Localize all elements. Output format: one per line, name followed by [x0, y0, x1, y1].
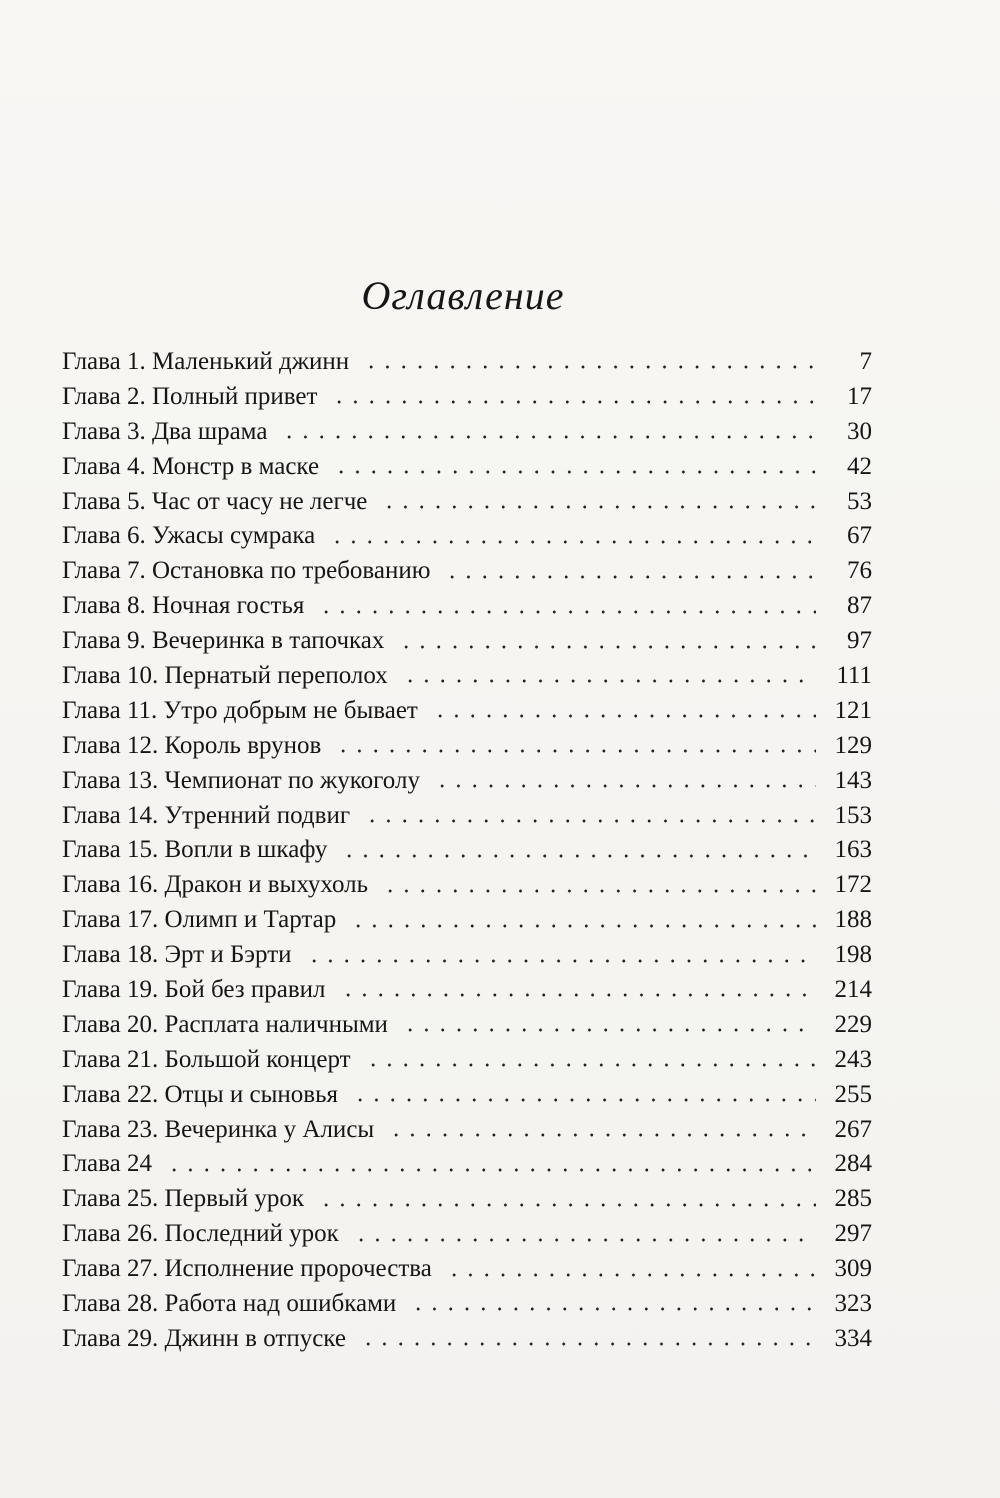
- table-of-contents: [62, 345, 872, 1357]
- toc-entry-page-number: 17: [847, 382, 872, 410]
- toc-entry-label: Глава 20. Расплата наличными: [62, 1010, 388, 1038]
- toc-entry: [62, 868, 872, 903]
- dot-leader: [318, 610, 816, 614]
- toc-entry-label: Глава 14. Утренний подвиг: [62, 801, 351, 829]
- dot-leader: [432, 714, 816, 718]
- toc-entry-page-number: 87: [847, 592, 872, 620]
- dot-leader: [402, 679, 816, 683]
- toc-entry-label: Глава 16. Дракон и выхухоль: [62, 871, 368, 899]
- toc-entry-page-number: 129: [834, 731, 872, 759]
- toc-entry-label: Глава 1. Маленький джинн: [62, 348, 350, 375]
- toc-entry-page-number: 285: [834, 1185, 872, 1213]
- dot-leader: [335, 749, 816, 753]
- toc-entry: [62, 833, 872, 868]
- dot-leader: [340, 993, 816, 997]
- toc-title: Оглавление: [361, 273, 565, 318]
- dot-leader: [306, 959, 816, 963]
- toc-entry-label: Глава 21. Большой концерт: [62, 1045, 351, 1073]
- toc-entry: [62, 345, 872, 380]
- toc-entry-label: Глава 7. Остановка по требованию: [62, 557, 431, 585]
- toc-entry: [62, 1147, 872, 1182]
- dot-leader: [329, 540, 816, 544]
- toc-entry-page-number: 267: [834, 1115, 872, 1143]
- toc-entry-page-number: 121: [834, 696, 872, 724]
- toc-entry-page-number: 284: [834, 1150, 872, 1178]
- toc-entry-label: Глава 23. Вечеринка у Алисы: [62, 1115, 375, 1143]
- toc-entry-page-number: 163: [834, 836, 872, 864]
- toc-entry: [62, 1252, 872, 1287]
- toc-entry-label: Глава 11. Утро добрым не бывает: [62, 696, 418, 724]
- toc-entry-label: Глава 10. Пернатый переполох: [62, 662, 388, 690]
- toc-entry-page-number: 255: [834, 1080, 872, 1108]
- dot-leader: [365, 1063, 816, 1067]
- toc-entry-page-number: 229: [834, 1010, 872, 1038]
- toc-entry: [62, 973, 872, 1008]
- dot-leader: [333, 470, 816, 474]
- dot-leader: [350, 924, 816, 928]
- toc-entry: [62, 1322, 872, 1357]
- toc-entry-page-number: 297: [834, 1220, 872, 1248]
- toc-entry-page-number: 76: [847, 557, 872, 585]
- toc-entry: [62, 589, 872, 624]
- toc-entry-label: Глава 4. Монстр в маске: [62, 452, 320, 480]
- toc-entry-label: Глава 28. Работа над ошибками: [62, 1290, 397, 1318]
- toc-entry-label: Глава 25. Первый урок: [62, 1185, 304, 1213]
- dot-leader: [281, 435, 816, 439]
- toc-entry-label: Глава 18. Эрт и Бэрти: [62, 941, 292, 969]
- toc-entry: [62, 1078, 872, 1113]
- toc-entry: [62, 450, 872, 485]
- toc-entry-label: Глава 26. Последний урок: [62, 1220, 339, 1248]
- dot-leader: [341, 854, 816, 858]
- toc-entry: [62, 624, 872, 659]
- toc-entry-label: Глава 5. Час от часу не легче: [62, 487, 368, 515]
- toc-entry: [62, 1287, 872, 1322]
- toc-entry-page-number: 67: [847, 522, 872, 550]
- toc-entry: [62, 799, 872, 834]
- toc-entry: [62, 903, 872, 938]
- toc-entry: [62, 519, 872, 554]
- toc-entry-label: Глава 12. Король врунов: [62, 731, 322, 759]
- dot-leader: [434, 784, 816, 788]
- toc-entry-label: Глава 29. Джинн в отпуске: [62, 1324, 346, 1352]
- toc-entry-label: Глава 22. Отцы и сыновья: [62, 1080, 338, 1108]
- dot-leader: [402, 1028, 816, 1032]
- toc-entry: [62, 485, 872, 520]
- dot-leader: [398, 645, 816, 649]
- toc-entry: [62, 1217, 872, 1252]
- toc-entry-page-number: 7: [859, 348, 872, 375]
- toc-entry-page-number: 243: [834, 1045, 872, 1073]
- toc-entry: [62, 764, 872, 799]
- toc-entry-page-number: 334: [834, 1324, 872, 1352]
- toc-entry-page-number: 30: [847, 417, 872, 445]
- toc-entry: [62, 1043, 872, 1078]
- toc-entry-label: Глава 27. Исполнение пророчества: [62, 1255, 432, 1283]
- dot-leader: [446, 1273, 816, 1277]
- toc-entry-label: Глава 13. Чемпионат по жукоголу: [62, 766, 420, 794]
- toc-entry-label: Глава 24: [62, 1150, 152, 1178]
- toc-entry-page-number: 143: [834, 766, 872, 794]
- toc-entry-page-number: 188: [834, 906, 872, 934]
- dot-leader: [382, 889, 816, 893]
- toc-entry-page-number: 214: [834, 976, 872, 1004]
- toc-entry-page-number: 111: [836, 662, 872, 690]
- toc-entry-label: Глава 15. Вопли в шкафу: [62, 836, 328, 864]
- dot-leader: [331, 400, 816, 404]
- toc-entry-label: Глава 3. Два шрама: [62, 417, 268, 445]
- dot-leader: [166, 1168, 816, 1172]
- dot-leader: [352, 1098, 816, 1102]
- dot-leader: [381, 505, 816, 509]
- dot-leader: [360, 1342, 816, 1346]
- toc-entry: [62, 380, 872, 415]
- toc-entry: [62, 938, 872, 973]
- toc-entry-label: Глава 9. Вечеринка в тапочках: [62, 627, 385, 655]
- toc-entry: [62, 554, 872, 589]
- toc-entry: [62, 659, 872, 694]
- dot-leader: [410, 1307, 816, 1311]
- toc-entry-label: Глава 2. Полный привет: [62, 382, 318, 410]
- dot-leader: [388, 1133, 816, 1137]
- toc-entry-label: Глава 17. Олимп и Тартар: [62, 906, 337, 934]
- dot-leader: [318, 1203, 816, 1207]
- toc-entry-page-number: 309: [834, 1255, 872, 1283]
- toc-entry: [62, 694, 872, 729]
- toc-entry-label: Глава 6. Ужасы сумрака: [62, 522, 316, 550]
- toc-entry: [62, 1182, 872, 1217]
- toc-entry-label: Глава 19. Бой без правил: [62, 976, 326, 1004]
- dot-leader: [363, 365, 816, 369]
- toc-entry: [62, 729, 872, 764]
- toc-entry: [62, 415, 872, 450]
- dot-leader: [364, 819, 816, 823]
- toc-entry-page-number: 53: [847, 487, 872, 515]
- toc-entry: [62, 1113, 872, 1148]
- dot-leader: [444, 575, 816, 579]
- toc-entry-page-number: 42: [847, 452, 872, 480]
- toc-entry-label: Глава 8. Ночная гостья: [62, 592, 305, 620]
- toc-entry-page-number: 323: [834, 1290, 872, 1318]
- toc-entry: [62, 1008, 872, 1043]
- toc-entry-page-number: 172: [834, 871, 872, 899]
- toc-entry-page-number: 198: [834, 941, 872, 969]
- dot-leader: [353, 1238, 816, 1242]
- toc-entry-page-number: 153: [834, 801, 872, 829]
- toc-entry-page-number: 97: [847, 627, 872, 655]
